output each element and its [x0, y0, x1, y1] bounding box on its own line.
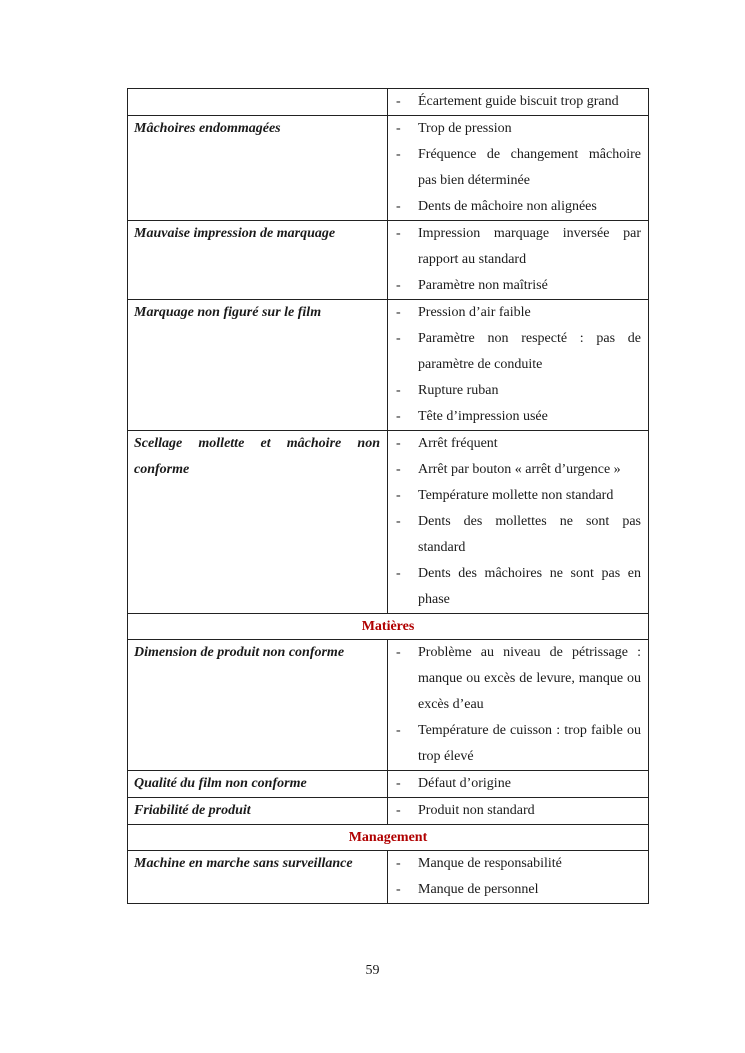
cause-cell: [128, 221, 388, 300]
dash-bullet: -: [396, 488, 401, 503]
item-text: Écartement guide biscuit trop grand: [418, 94, 619, 109]
table-row: [128, 431, 649, 614]
items-cell: [388, 300, 649, 431]
cause-cell: [128, 300, 388, 431]
item-text: Trop de pression: [418, 121, 512, 136]
item-text: Dents des mâchoires ne sont pas en phase: [418, 566, 641, 607]
item-text: Défaut d’origine: [418, 776, 511, 791]
list-item: [388, 300, 648, 326]
list-item: [388, 561, 648, 613]
item-list: [388, 771, 648, 797]
item-list: [388, 89, 648, 115]
item-text: Produit non standard: [418, 803, 535, 818]
list-item: [388, 718, 648, 770]
dash-bullet: -: [396, 645, 401, 660]
item-list: [388, 851, 648, 903]
cause-label: Qualité du film non conforme: [134, 776, 307, 791]
item-text: Pression d’air faible: [418, 305, 531, 320]
cause-cell: [128, 640, 388, 771]
item-list: [388, 431, 648, 613]
item-text: Arrêt fréquent: [418, 436, 498, 451]
list-item: [388, 116, 648, 142]
section-management-title: Management: [128, 825, 649, 851]
list-item: [388, 771, 648, 797]
cause-label: Machine en marche sans surveillance: [134, 856, 353, 871]
list-item: [388, 142, 648, 194]
item-text: Impression marquage inversée par rapport au standard: [418, 226, 641, 267]
dash-bullet: -: [396, 856, 401, 871]
item-text: Manque de personnel: [418, 882, 539, 897]
list-item: [388, 851, 648, 877]
cause-cell: [128, 116, 388, 221]
items-cell: [388, 89, 649, 116]
table-row: [128, 771, 649, 798]
cause-label: Mâchoires endommagées: [134, 121, 281, 136]
item-text: Arrêt par bouton « arrêt d’urgence »: [418, 462, 621, 477]
dash-bullet: -: [396, 226, 401, 241]
section-matieres: [128, 614, 649, 640]
items-cell: [388, 221, 649, 300]
table-row: [128, 851, 649, 904]
item-text: Paramètre non respecté : pas de paramètre de conduite: [418, 331, 641, 372]
list-item: [388, 483, 648, 509]
dash-bullet: -: [396, 409, 401, 424]
dash-bullet: -: [396, 776, 401, 791]
dash-bullet: -: [396, 305, 401, 320]
cause-cell: [128, 851, 388, 904]
item-list: [388, 798, 648, 824]
table-row: [128, 798, 649, 825]
dash-bullet: -: [396, 331, 401, 346]
list-item: [388, 509, 648, 561]
dash-bullet: -: [396, 147, 401, 162]
dash-bullet: -: [396, 436, 401, 451]
cause-label: Dimension de produit non conforme: [134, 645, 345, 660]
dash-bullet: -: [396, 199, 401, 214]
cause-cell: [128, 89, 388, 116]
cause-label: Scellage mollette et mâchoire non conforme: [134, 436, 380, 477]
items-cell: [388, 851, 649, 904]
table-row: [128, 89, 649, 116]
cause-cell: [128, 771, 388, 798]
list-item: [388, 326, 648, 378]
list-item: [388, 877, 648, 903]
item-text: Rupture ruban: [418, 383, 499, 398]
item-list: [388, 221, 648, 299]
item-text: Dents de mâchoire non alignées: [418, 199, 597, 214]
dash-bullet: -: [396, 121, 401, 136]
table-row: [128, 300, 649, 431]
cause-label: Mauvaise impression de marquage: [134, 226, 336, 241]
item-text: Température mollette non standard: [418, 488, 614, 503]
dash-bullet: -: [396, 803, 401, 818]
items-cell: [388, 431, 649, 614]
list-item: [388, 404, 648, 430]
item-list: [388, 116, 648, 220]
list-item: [388, 640, 648, 718]
item-list: [388, 640, 648, 770]
cause-cell: [128, 798, 388, 825]
page-number: 59: [365, 963, 380, 978]
item-text: Problème au niveau de pétrissage : manque ou excès de levure, manque ou excès d’eau: [418, 645, 641, 712]
list-item: [388, 798, 648, 824]
item-list: [388, 300, 648, 430]
section-matieres-title: Matières: [128, 614, 649, 640]
item-text: Température de cuisson : trop faible ou trop élevé: [418, 723, 641, 764]
section-management: [128, 825, 649, 851]
dash-bullet: -: [396, 94, 401, 109]
item-text: Fréquence de changement mâchoire pas bien déterminée: [418, 147, 641, 188]
item-text: Paramètre non maîtrisé: [418, 278, 548, 293]
dash-bullet: -: [396, 566, 401, 581]
table-row: [128, 221, 649, 300]
cause-label: Marquage non figuré sur le film: [134, 305, 322, 320]
list-item: [388, 457, 648, 483]
cause-label: Friabilité de produit: [134, 803, 251, 818]
dash-bullet: -: [396, 462, 401, 477]
dash-bullet: -: [396, 278, 401, 293]
items-cell: [388, 116, 649, 221]
item-text: Manque de responsabilité: [418, 856, 562, 871]
dash-bullet: -: [396, 723, 401, 738]
dash-bullet: -: [396, 882, 401, 897]
items-cell: [388, 640, 649, 771]
item-text: Dents des mollettes ne sont pas standard: [418, 514, 641, 555]
dash-bullet: -: [396, 514, 401, 529]
items-cell: [388, 771, 649, 798]
list-item: [388, 89, 648, 115]
list-item: [388, 221, 648, 273]
list-item: [388, 194, 648, 220]
table-row: [128, 640, 649, 771]
cause-cell: [128, 431, 388, 614]
item-text: Tête d’impression usée: [418, 409, 548, 424]
items-cell: [388, 798, 649, 825]
causes-table: [127, 88, 649, 904]
list-item: [388, 378, 648, 404]
table-row: [128, 116, 649, 221]
list-item: [388, 431, 648, 457]
dash-bullet: -: [396, 383, 401, 398]
list-item: [388, 273, 648, 299]
